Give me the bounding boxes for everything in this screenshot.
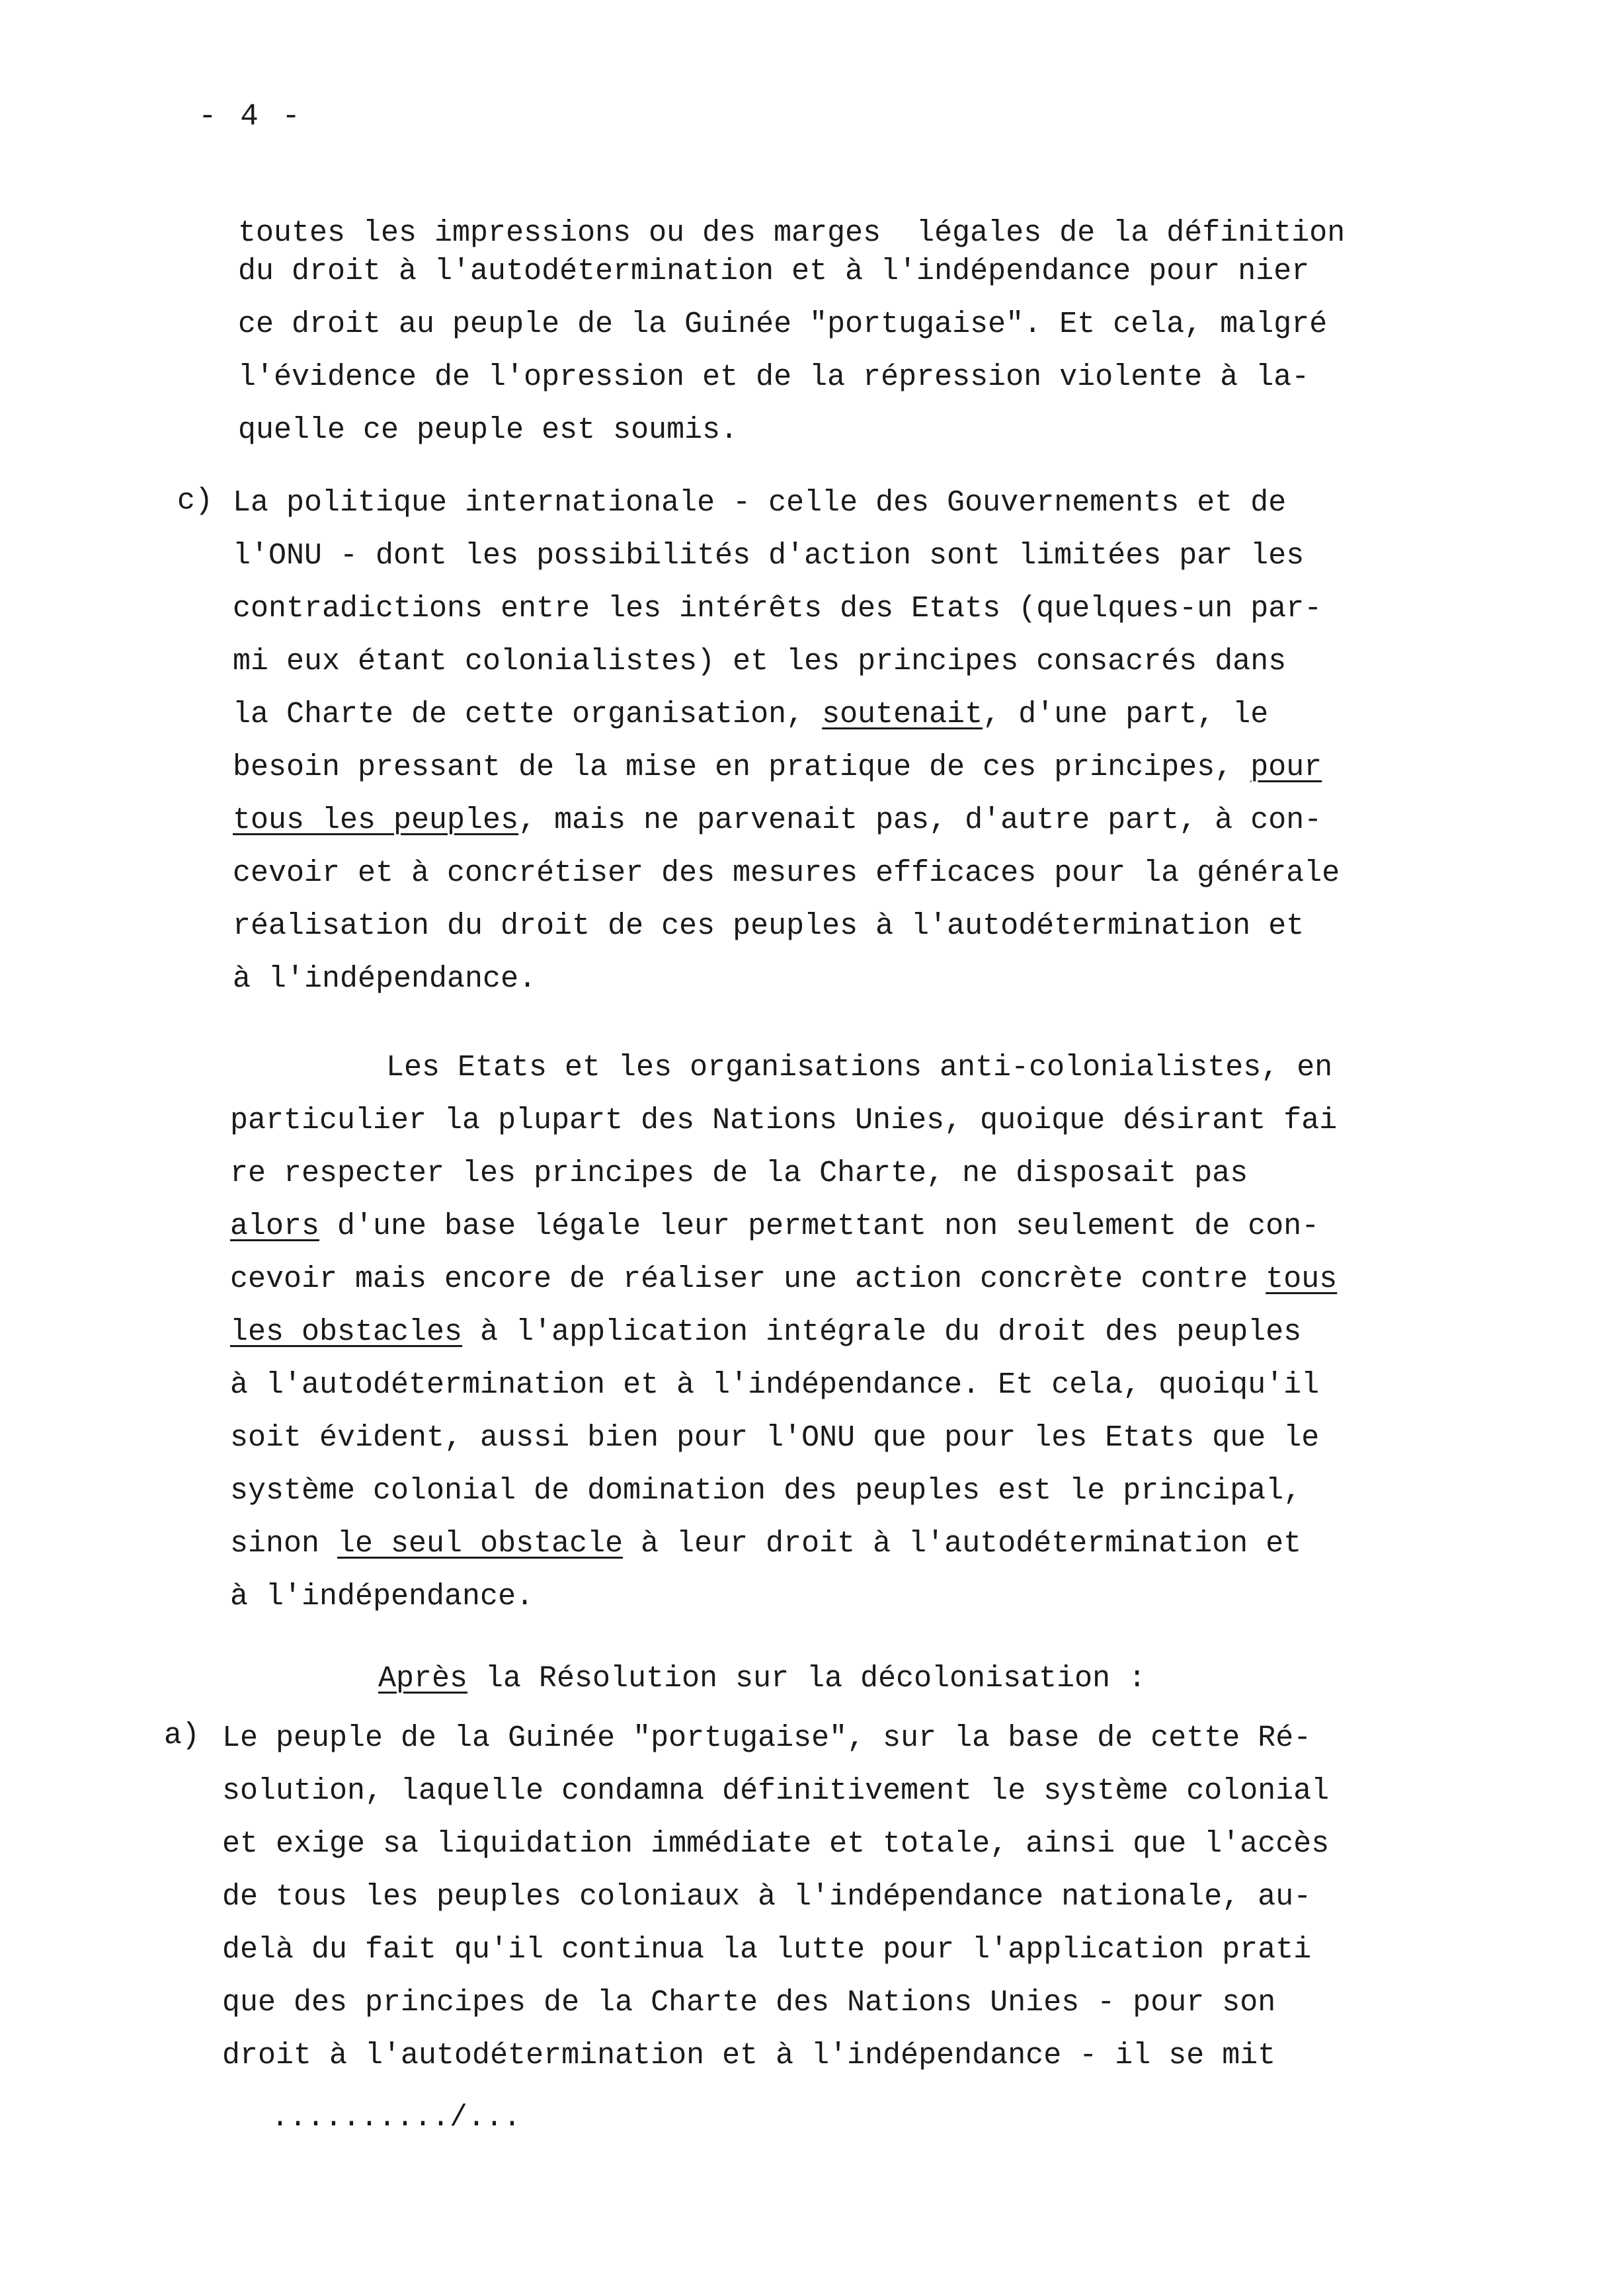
text-line: à l'indépendance. (230, 1580, 534, 1614)
underlined-text: tous (1266, 1262, 1338, 1296)
text-line: réalisation du droit de ces peuples à l'autodétermination et (233, 909, 1305, 943)
text-line: droit à l'autodétermination et à l'indépendance - il se mit (222, 2039, 1276, 2072)
text-line (230, 1529, 1301, 1559)
underlined-text: pour (1250, 751, 1322, 784)
text-line: La politique internationale - celle des Gouvernements et de (233, 486, 1287, 520)
text-line: Le peuple de la Guinée "portugaise", sur la base de cette Ré- (222, 1721, 1312, 1755)
page-number: - 4 - (198, 99, 303, 134)
text-line (230, 1317, 1301, 1347)
text-line (230, 1211, 1319, 1241)
text-line (233, 700, 1268, 729)
text-line: mi eux étant colonialistes) et les principes consacrés dans (233, 645, 1287, 678)
text-fragment: sinon (230, 1527, 338, 1561)
text-fragment: à leur droit à l'autodétermination et (623, 1527, 1302, 1561)
text-line: l'évidence de l'opression et de la répression violente à la- (238, 360, 1310, 394)
text-line: toutes les impressions ou des marges légales de la définition (238, 216, 1346, 250)
underlined-text: tous les peuples (233, 803, 519, 837)
text-fragment: besoin pressant de la mise en pratique de ces principes, (233, 751, 1251, 784)
text-line: cevoir et à concrétiser des mesures efficaces pour la générale (233, 856, 1340, 890)
text-line: que des principes de la Charte des Nations Unies - pour son (222, 1986, 1276, 2020)
list-marker-a: a) (164, 1719, 200, 1752)
text-fragment: , d'une part, le (983, 698, 1269, 731)
text-line: soit évident, aussi bien pour l'ONU que pour les Etats que le (230, 1421, 1320, 1455)
text-line: quelle ce peuple est soumis. (238, 413, 739, 447)
underlined-text: les obstacles (230, 1315, 463, 1349)
text-line: et exige sa liquidation immédiate et totale, ainsi que l'accès (222, 1827, 1330, 1861)
text-line: du droit à l'autodétermination et à l'indépendance pour nier (238, 255, 1310, 288)
underlined-text: Après (378, 1662, 468, 1696)
underlined-text: le seul obstacle (337, 1527, 623, 1561)
text-line: système colonial de domination des peuples est le principal, (230, 1474, 1302, 1508)
text-fragment: la Résolution sur la décolonisation : (467, 1662, 1146, 1696)
text-line: Les Etats et les organisations anti-colonialistes, en (386, 1051, 1333, 1085)
list-marker-c: c) (177, 484, 214, 518)
text-line (230, 1264, 1337, 1294)
text-line (233, 805, 1322, 835)
text-fragment: , mais ne parvenait pas, d'autre part, à con- (518, 803, 1322, 837)
text-line: de tous les peuples coloniaux à l'indépendance nationale, au- (222, 1880, 1312, 1914)
text-line: re respecter les principes de la Charte, ne disposait pas (230, 1157, 1248, 1190)
continuation-marker: ........../... (271, 2101, 522, 2135)
section-heading (378, 1664, 1146, 1694)
text-line: contradictions entre les intérêts des Etats (quelques-un par- (233, 592, 1322, 626)
text-line: solution, laquelle condamna définitivement le système colonial (222, 1774, 1330, 1808)
text-fragment: à l'application intégrale du droit des peuples (462, 1315, 1302, 1349)
text-line: delà du fait qu'il continua la lutte pour l'application prati (222, 1933, 1312, 1967)
text-fragment: la Charte de cette organisation, (233, 698, 823, 731)
text-fragment: cevoir mais encore de réaliser une action concrète contre (230, 1262, 1266, 1296)
text-fragment: d'une base légale leur permettant non seulement de con- (319, 1210, 1320, 1243)
text-line (233, 753, 1322, 782)
text-line: ce droit au peuple de la Guinée "portugaise". Et cela, malgré (238, 308, 1328, 341)
text-line: à l'autodétermination et à l'indépendance. Et cela, quoiqu'il (230, 1368, 1320, 1402)
text-line: à l'indépendance. (233, 962, 537, 996)
text-line: particulier la plupart des Nations Unies, quoique désirant fai (230, 1104, 1338, 1137)
underlined-text: alors (230, 1210, 320, 1243)
underlined-text: soutenait (822, 698, 983, 731)
text-line: l'ONU - dont les possibilités d'action sont limitées par les (233, 539, 1305, 573)
